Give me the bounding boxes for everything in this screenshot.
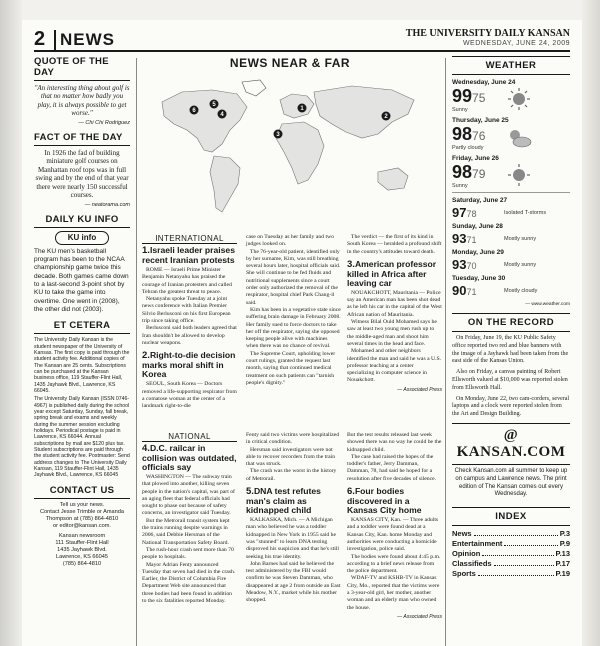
story-5-headline[interactable]: 5.DNA test refutes man's claim as kidnapped child [246,486,321,516]
weather-day-1: Wednesday, June 24 9975 Sunny [452,79,570,113]
story-1-body: ROME — Israeli Prime Minister Benjamin Netanyahu has praised the courage of Iranian protesters and called Tehran the greatest threat to peace. Netanyahu spoke Tuesday at a joint news conference with Italian Premier Silvio Berlusconi on his first European trip since taking office. Berlusconi said both leaders agreed that Iran shouldn't be allowed to develop nuclear weapons. [142,266,237,346]
weather-day-2: Thursday, June 25 9876 Partly cloudy [452,117,570,151]
index-item-opinion[interactable]: Opinion P.13 [452,549,570,559]
sun-icon [504,87,534,113]
column-divider-right [445,58,446,646]
story-column-6 [347,432,442,620]
kuinfo-text: The KU men's basketball program has been to the NCAA championship game twice this decade. Both games came down to a last-second 3-point shot by KU to take the game into overtime. One went in (2008), the other did not (2003). [34,247,129,313]
index-item-sports[interactable]: Sports P.19 [452,569,570,579]
weather-day-3-high: 98 [452,162,473,182]
world-map [142,72,438,230]
international-head: INTERNATIONAL [142,234,237,244]
map-marker-1 [298,104,307,113]
story-column-4 [142,432,237,605]
record-body: On Friday, June 19, the KU Public Safety office reported two red and blue banners with the image of a Jayhawk had been taken from the east side of the Kansas Union. Also on Friday, a canvas painting of Robert Ellsworth valued at $10,000 was reported stolen from Ellsworth Hall. On Monday, June 22, two cam-corders, several laptops and a clock were reported stolen from the Art and Design Building. [452,335,570,418]
contact-line-1: Tell us your news. [59,501,105,508]
weather-day-1-low: 75 [472,91,486,105]
contact-line-2: Contact Jesse Trimble or Amanda Thompson at (785) 864-4810 [40,508,124,522]
contact-address-2: 111 Stauffer-Flint Hall [55,539,109,546]
index-item-classifieds[interactable]: Classifieds P.17 [452,559,570,569]
quote-text: "An interesting thing about golf is that no matter how badly you play, it is always possible to get worse." [34,84,130,118]
weather-day-2-high: 98 [452,124,473,144]
kuinfo-title: DAILY KU INFO [34,214,130,228]
story-3-credit: — Associated Press [397,386,442,393]
map-marker-5 [210,100,219,109]
story-column-5 [246,432,341,605]
fact-text: In 1926 the fad of building miniature golf courses on Manhattan roof tops was in full swing and by the end of that year there were nearly 150 successful courses. [35,148,129,200]
story-4-body-b: Fenty said two victims were hospitalized in critical condition. Hersman said investigators were not able to recover recorders from the train that was struck. The crash was the worst in the history of Metrorail. [246,432,340,482]
story-5-body-a: KALKASKA, Mich. — A Michigan man who believed he was a toddler kidnapped in New York in 1955 said he was "stunned" to learn DNA testing disproved his suspicion and that he's still seeking his true identity. John Barnes had said he believed the test administered by the FBI would confirm he was Steven Damman, who disappeared at age 2 from outside an East Meadow, N.Y., market while his mother shopped. [246,517,341,604]
weather-day-3: Friday, June 26 9879 Sunny [452,155,570,189]
story-4-body-a: WASHINGTON — The subway train that plowed into another, killing seven people in the nation's capital, was part of an aging fleet that federal officials had sought to phase out because of safety concerns, an investigator said Tuesday. But the Metrorail transit system kept the trains running despite warnings in 2006, said Debbie Hersman of the National Transportation Safety Board. The rush-hour crash sent more than 70 people to hospitals. Mayor Adrian Fenty announced Tuesday that seven had died in the crash. Earlier, the District of Columbia Fire Department Web site announced that three bodies had been found in addition to the six fatalities reported Monday. [142,474,236,605]
sun-icon [504,163,534,189]
extended-forecast [452,192,570,307]
story-4-headline[interactable]: 4.D.C. railcar in collision was outdated, officials say [142,443,237,472]
kansan-logo[interactable]: @ KANSAN.COM [452,423,570,465]
right-column [452,56,570,579]
contact-email[interactable]: or editor@kansan.com. [53,522,111,529]
greenland-outline [242,80,266,96]
scan-shadow-right [582,0,600,646]
map-marker-6 [190,106,199,115]
kuinfo-logo: KU info [55,231,109,245]
quote-attribution: — Chi Chi Rodriguez [78,119,130,126]
forecast-row-2: Sunday, June 28 9371 Mostly sunny [452,223,537,246]
index-item-news[interactable]: News P.3 [452,529,570,539]
svg-text:4: 4 [220,112,224,118]
weather-credit: — www.weather.com [525,302,570,307]
scan-shadow-left [0,0,22,646]
section-name: NEWS [54,30,115,50]
story-column-3 [347,234,442,393]
contact-address-3: 1435 Jayhawk Blvd. [57,546,107,553]
story-2-headline[interactable]: 2.Right-to-die decision marks moral shift in Korea [142,350,236,380]
national-head: NATIONAL [142,432,237,442]
etcetera-text: The University Daily Kansan is the student newspaper of the University of Kansas. The first copy is paid through the student activity fee. Additional copies of The Kansan are 25 cents. Subscriptions can be purchased at the Kansan business office, 119 Stauffer-Flint Hall, 1435 Jayhawk Blvd., Lawrence, KS 66045. [34,337,130,394]
story-3-headline[interactable]: 3.American professor killed in Africa after leaving car [347,258,437,288]
page-number: 2 [34,28,46,50]
contact-phone: (785) 864-4810 [62,560,102,567]
story-2-body-c: The verdict — the first of its kind in South Korea — heralded a profound shift in the country's attitudes toward death. [347,234,442,255]
forecast-row-1: Saturday, June 27 9778 Isolated T-storms [452,197,547,220]
etcetera-text-2: The University Daily Kansan (ISSN 0746-4967) is published daily during the school year except Saturday, Sunday, fall break, spring break and exams and weekly during the summer session excluding holidays. Periodical postage is paid in Lawrence, KS 66044. Annual subscriptions by mail are $120 plus tax. Student subscriptions are paid through the student activity fee. Postmaster: Send address changes to The University Daily Kansan, 119 Stauffer-Flint Hall, 1435 Jayhawk Blvd., Lawrence, KS 66045 [34,396,130,479]
masthead: THE UNIVERSITY DAILY KANSAN [405,28,570,39]
map-marker-2 [382,112,391,121]
story-1-headline[interactable]: 1.Israeli leader praises recent Iranian protests [142,245,235,265]
svg-text:2: 2 [384,114,388,120]
fact-title: FACT OF THE DAY [34,132,130,146]
contact-block [34,502,130,568]
forecast-row-3: Monday, June 29 9370 Mostly sunny [452,249,537,272]
newspaper-page [22,20,582,646]
contact-title: CONTACT US [34,485,130,499]
story-3-body: NOUAKCHOTT, Mauritania — Police say an American man has been shot dead as he left his car in the capital of the West African nation of Mauritania. Witness Bilal Ould Mohamed says he saw at least two young men rush up to the middle-aged man and shoot him several times in the head and face. Mohamed and other neighbors identified the man and said he was a U.S. professor teaching at a center specializing in computer science in Nouakchott. [347,289,442,384]
story-6-credit: — Associated Press [397,613,442,620]
svg-text:3: 3 [276,132,280,138]
svg-text:5: 5 [212,102,216,108]
index-list [452,529,570,578]
story-6-body: KANSAS CITY, Kan. — Three adults and a toddler were found dead at a Kansas City, Kan. home Monday and authorities were conducting a homicide investigation, police said. The bodies were found about 4:45 p.m. according to a brief news release from the police department. WDAF-TV and KSHB-TV in Kansas City, Mo., reported that the victims were a 3-year-old girl, her mother, another woman and an elderly man who owned the house. [347,517,441,611]
story-column-1 [142,234,237,410]
story-column-2 [246,234,341,387]
issue-date: WEDNESDAY, JUNE 24, 2009 [462,40,570,47]
index-item-entertainment[interactable]: Entertainment P.9 [452,539,570,549]
column-divider-left [136,58,137,646]
left-column [34,56,130,568]
center-title: NEWS NEAR & FAR [229,56,351,70]
kansan-text: Check Kansan.com all summer to keep up on campus and Lawrence news. The print edition of The Kansan comes out every Wednesday. [454,467,568,498]
svg-text:6: 6 [192,108,196,114]
story-5-body-b: But the test results released last week showed there was no way he could be the kidnapped child. The case had raised the hopes of the toddler's father, Jerry Damman, Damman, 78, had said he hoped for a resolution after five decades of silence. [347,432,442,482]
story-2-body-a: SEOUL, South Korea — Doctors removed a life-supporting respirator from a comatose woman at the center of a landmark right-to-die [142,381,237,410]
partly-cloudy-icon [504,125,534,151]
forecast-row-4: Tuesday, June 30 9071 Mostly cloudy [452,275,538,298]
map-marker-4 [218,110,227,119]
story-2-body-b: case on Tuesday as her family and two judges looked on. The 76-year-old patient, identified only by her surname, Kim, was still breathing several hours later, hospital officials said. She will continue to be fed fluids and nutritional supplements since a court order only authorized the removal of the respirator, hospital chief Park Chang-il said. Kim has been in a vegetative state since suffering brain damage in February 2008. Her family sued to force doctors to take her off the respirator, saying she opposed keeping people alive with machines when there was no chance of revival. The Supreme Court, upholding lower court rulings, granted the request last month, saying that continued medical treatment on such patients can "tarnish people's dignity." [246,234,341,386]
map-marker-3 [274,130,283,139]
weather-day-1-high: 99 [452,86,473,106]
fact-source: — neatorama.com [84,201,130,208]
weather-day-3-low: 79 [472,167,486,181]
page-header [34,28,570,52]
svg-text:1: 1 [300,106,304,112]
index-title: INDEX [452,507,570,526]
story-6-headline[interactable]: 6.Four bodies discovered in a Kansas City home [347,486,422,516]
contact-address-4: Lawrence, KS 66045 [56,553,108,560]
contact-address-1: Kansan newsroom [58,532,106,539]
weather-day-2-low: 76 [472,129,486,143]
etcetera-title: ET CETERA [34,320,130,334]
quote-title: QUOTE OF THE DAY [34,56,130,81]
weather-title: WEATHER [452,56,570,75]
record-title: ON THE RECORD [452,313,570,332]
